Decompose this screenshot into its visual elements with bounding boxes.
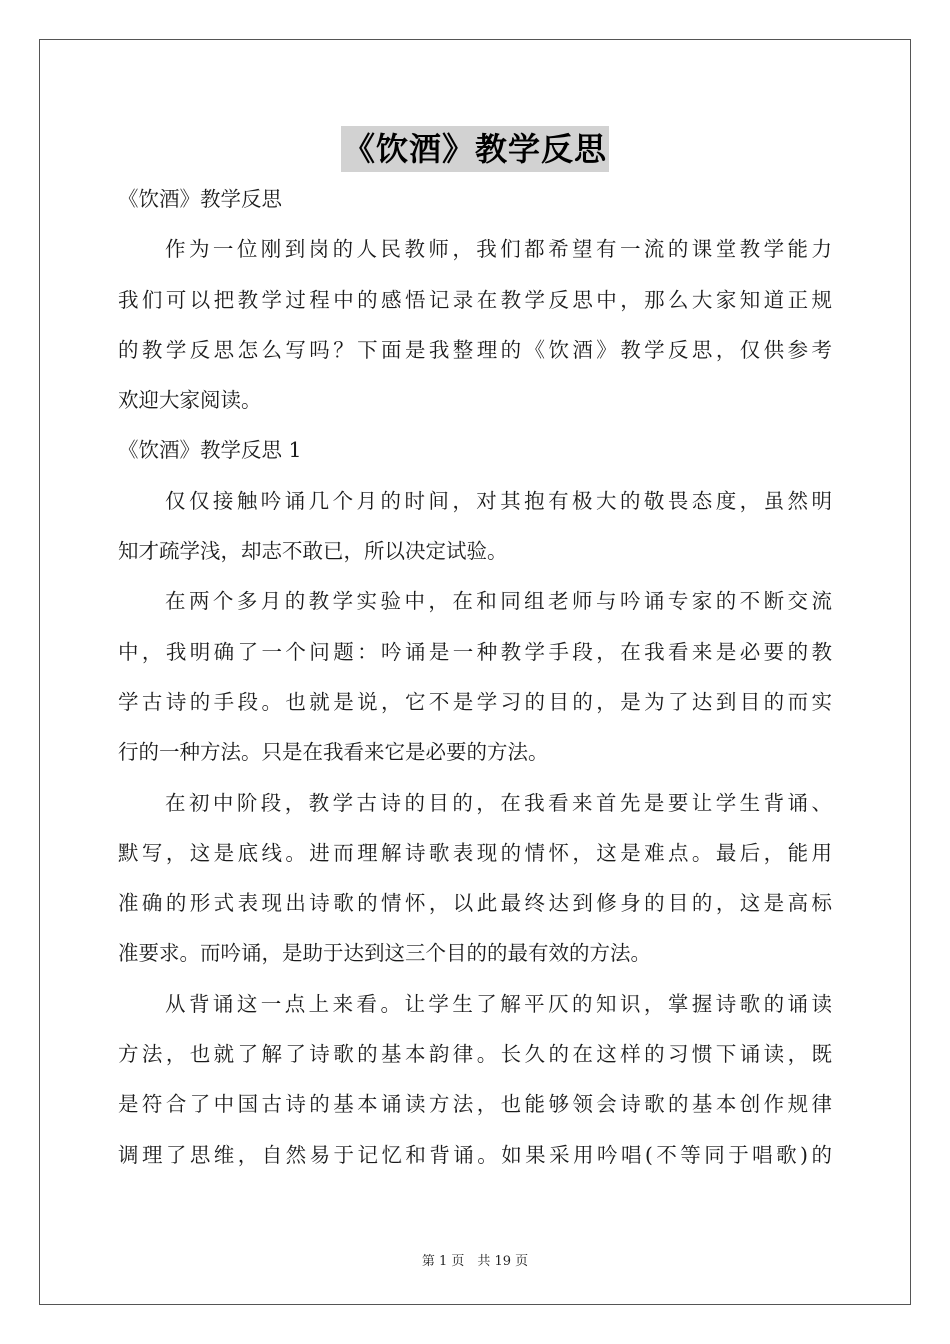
text-line: 准要求。而吟诵，是助于达到这三个目的的最有效的方法。: [118, 941, 651, 966]
text-line: 《饮酒》教学反思 1: [118, 438, 302, 463]
text-line: 我们可以把教学过程中的感悟记录在教学反思中，那么大家知道正规: [118, 287, 832, 312]
document-title: 《饮酒》教学反思: [341, 126, 609, 172]
text-line: 知才疏学浅，却志不敢已，所以决定试验。: [118, 539, 508, 564]
text-line: 行的一种方法。只是在我看来它是必要的方法。: [118, 740, 549, 765]
title-container: [0, 126, 950, 172]
text-line: 中，我明确了一个问题：吟诵是一种教学手段，在我看来是必要的教: [118, 639, 832, 664]
text-line: 方法，也就了解了诗歌的基本韵律。长久的在这样的习惯下诵读，既: [118, 1042, 832, 1067]
text-line: 默写，这是底线。进而理解诗歌表现的情怀，这是难点。最后，能用: [118, 840, 832, 865]
page-footer: 第 1 页 共 19 页: [421, 1254, 529, 1269]
text-line: 从背诵这一点上来看。让学生了解平仄的知识，掌握诗歌的诵读: [165, 991, 832, 1016]
text-line: 在两个多月的教学实验中，在和同组老师与吟诵专家的不断交流: [165, 589, 832, 614]
document-body: [118, 174, 832, 1180]
text-line: 准确的形式表现出诗歌的情怀，以此最终达到修身的目的，这是高标: [118, 891, 832, 916]
text-line: 是符合了中国古诗的基本诵读方法，也能够领会诗歌的基本创作规律: [118, 1092, 832, 1117]
text-line: 的教学反思怎么写吗？下面是我整理的《饮酒》教学反思，仅供参考: [118, 337, 832, 362]
text-line: 在初中阶段，教学古诗的目的，在我看来首先是要让学生背诵、: [165, 790, 832, 815]
text-line: 仅仅接触吟诵几个月的时间，对其抱有极大的敬畏态度，虽然明: [165, 488, 832, 513]
text-line: 学古诗的手段。也就是说，它不是学习的目的，是为了达到目的而实: [118, 689, 832, 714]
text-line: 欢迎大家阅读。: [118, 388, 262, 413]
text-line: 调理了思维，自然易于记忆和背诵。如果采用吟唱(不等同于唱歌)的: [118, 1142, 832, 1167]
text-line: 《饮酒》教学反思: [118, 187, 282, 211]
text-line: 作为一位刚到岗的人民教师，我们都希望有一流的课堂教学能力: [165, 237, 832, 262]
